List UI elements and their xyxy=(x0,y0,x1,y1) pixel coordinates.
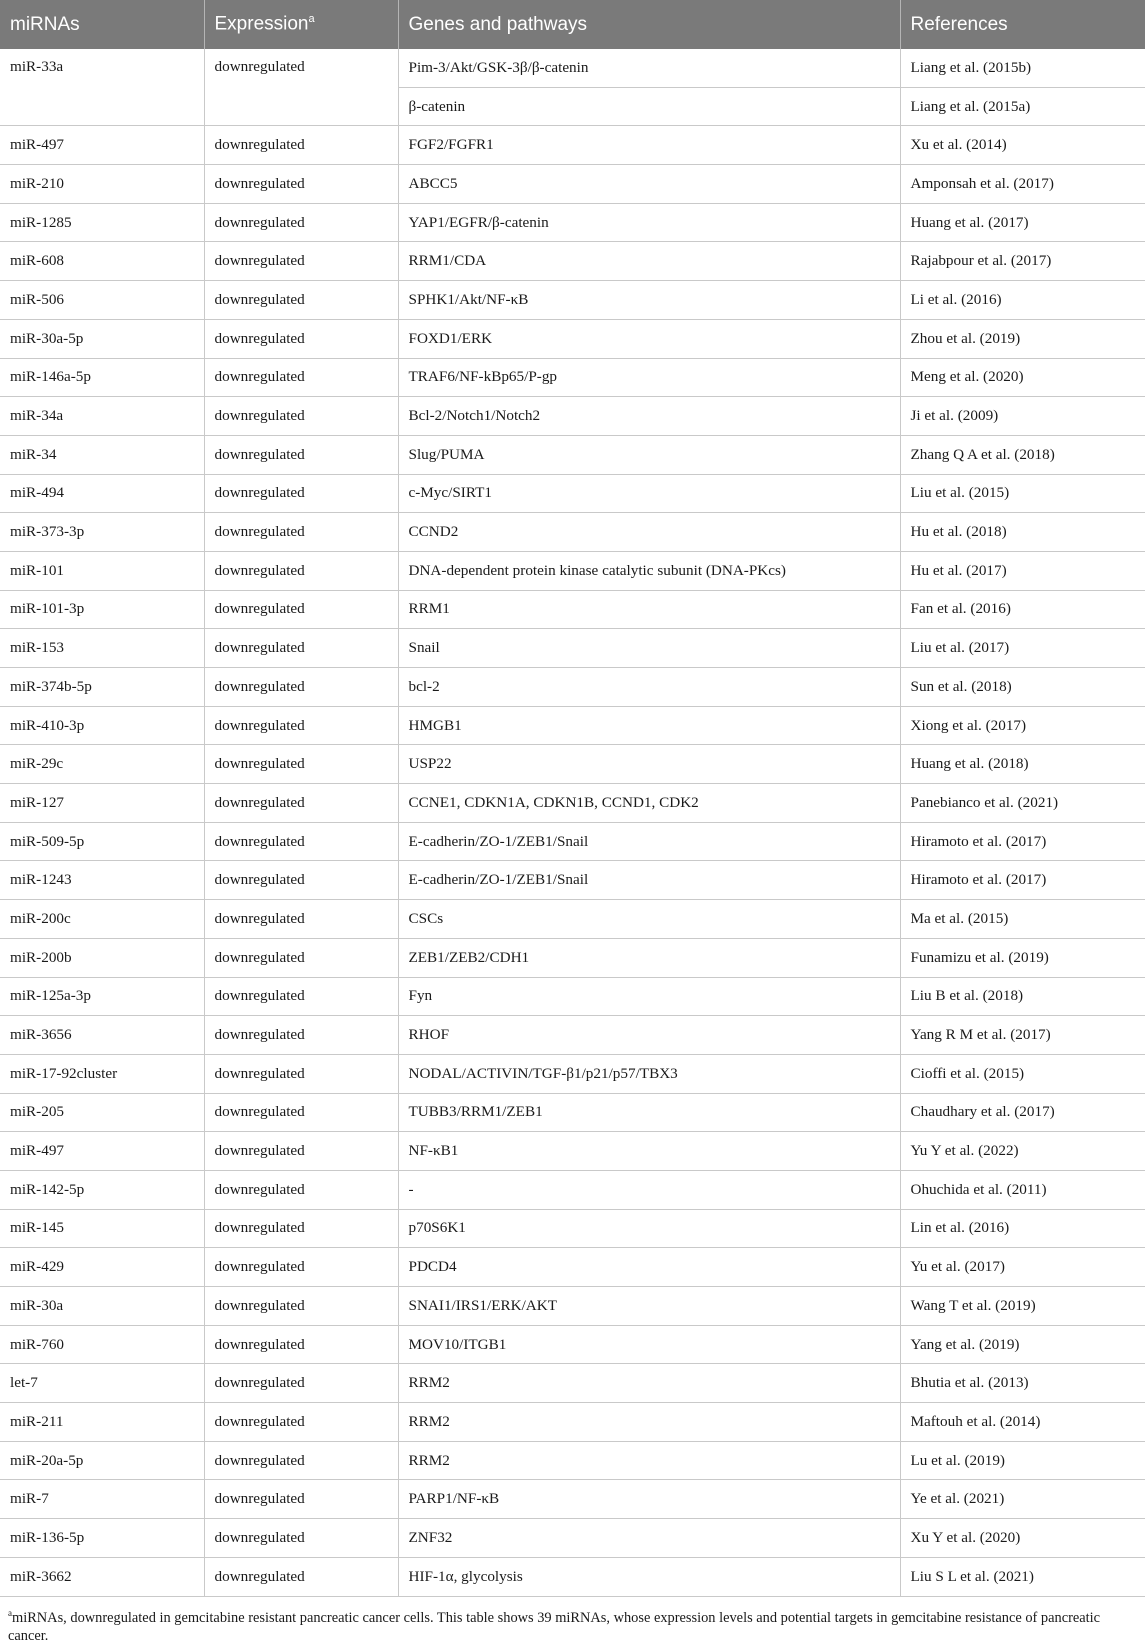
reference-cell: Fan et al. (2016) xyxy=(900,590,1145,629)
mirna-cell: miR-429 xyxy=(0,1248,204,1287)
expression-cell: downregulated xyxy=(204,1132,398,1171)
genes-cell: MOV10/ITGB1 xyxy=(398,1325,900,1364)
mirna-cell: miR-30a xyxy=(0,1287,204,1326)
genes-cell: ABCC5 xyxy=(398,165,900,204)
expression-cell: downregulated xyxy=(204,745,398,784)
mirna-cell: miR-142-5p xyxy=(0,1170,204,1209)
mirna-cell: let-7 xyxy=(0,1364,204,1403)
mirna-cell: miR-34a xyxy=(0,397,204,436)
table-row xyxy=(0,629,1145,668)
expression-cell: downregulated xyxy=(204,49,398,126)
expression-cell: downregulated xyxy=(204,938,398,977)
genes-cell: Pim-3/Akt/GSK-3β/β-catenin xyxy=(398,49,900,87)
reference-cell: Liu et al. (2015) xyxy=(900,474,1145,513)
expression-cell: downregulated xyxy=(204,126,398,165)
expression-cell: downregulated xyxy=(204,1054,398,1093)
genes-cell: ZEB1/ZEB2/CDH1 xyxy=(398,938,900,977)
genes-cell: Slug/PUMA xyxy=(398,435,900,474)
mirna-cell: miR-145 xyxy=(0,1209,204,1248)
table-row xyxy=(0,861,1145,900)
expression-cell: downregulated xyxy=(204,358,398,397)
table-row xyxy=(0,1364,1145,1403)
reference-cell: Ji et al. (2009) xyxy=(900,397,1145,436)
expression-cell: downregulated xyxy=(204,551,398,590)
reference-cell: Liu B et al. (2018) xyxy=(900,977,1145,1016)
mirna-cell: miR-374b-5p xyxy=(0,668,204,707)
mirna-cell: miR-494 xyxy=(0,474,204,513)
expression-cell: downregulated xyxy=(204,706,398,745)
table-row xyxy=(0,319,1145,358)
mirna-cell: miR-30a-5p xyxy=(0,319,204,358)
expression-cell: downregulated xyxy=(204,629,398,668)
expression-cell: downregulated xyxy=(204,1325,398,1364)
mirna-cell: miR-17-92cluster xyxy=(0,1054,204,1093)
header-expression-footnote-marker: a xyxy=(309,13,315,25)
footnote-marker: a xyxy=(8,1608,12,1618)
genes-cell: NF-κB1 xyxy=(398,1132,900,1171)
table-row xyxy=(0,900,1145,939)
mirna-cell: miR-29c xyxy=(0,745,204,784)
genes-cell: Snail xyxy=(398,629,900,668)
mirna-cell: miR-101 xyxy=(0,551,204,590)
genes-cell: RHOF xyxy=(398,1016,900,1055)
expression-cell: downregulated xyxy=(204,1093,398,1132)
expression-cell: downregulated xyxy=(204,1480,398,1519)
table-row xyxy=(0,822,1145,861)
expression-cell: downregulated xyxy=(204,1557,398,1596)
reference-cell: Xu et al. (2014) xyxy=(900,126,1145,165)
expression-cell: downregulated xyxy=(204,1519,398,1558)
table-row xyxy=(0,281,1145,320)
mirna-cell: miR-34 xyxy=(0,435,204,474)
table-row xyxy=(0,1480,1145,1519)
reference-cell: Huang et al. (2018) xyxy=(900,745,1145,784)
reference-cell: Lin et al. (2016) xyxy=(900,1209,1145,1248)
table-row xyxy=(0,1170,1145,1209)
table-row xyxy=(0,938,1145,977)
expression-cell: downregulated xyxy=(204,590,398,629)
genes-cell: E-cadherin/ZO-1/ZEB1/Snail xyxy=(398,861,900,900)
genes-cell: β-catenin xyxy=(398,87,900,126)
table-row xyxy=(0,1325,1145,1364)
genes-cell: USP22 xyxy=(398,745,900,784)
reference-cell: Rajabpour et al. (2017) xyxy=(900,242,1145,281)
reference-cell: Zhang Q A et al. (2018) xyxy=(900,435,1145,474)
reference-cell: Bhutia et al. (2013) xyxy=(900,1364,1145,1403)
mirna-cell: miR-410-3p xyxy=(0,706,204,745)
mirna-cell: miR-211 xyxy=(0,1403,204,1442)
mirna-cell: miR-101-3p xyxy=(0,590,204,629)
reference-cell: Maftouh et al. (2014) xyxy=(900,1403,1145,1442)
expression-cell: downregulated xyxy=(204,861,398,900)
expression-cell: downregulated xyxy=(204,319,398,358)
reference-cell: Xu Y et al. (2020) xyxy=(900,1519,1145,1558)
genes-cell: YAP1/EGFR/β-catenin xyxy=(398,203,900,242)
reference-cell: Sun et al. (2018) xyxy=(900,668,1145,707)
genes-cell: RRM2 xyxy=(398,1441,900,1480)
genes-cell: DNA-dependent protein kinase catalytic subunit (DNA-PKcs) xyxy=(398,551,900,590)
table-row xyxy=(0,1054,1145,1093)
expression-cell: downregulated xyxy=(204,668,398,707)
reference-cell: Hu et al. (2017) xyxy=(900,551,1145,590)
reference-cell: Li et al. (2016) xyxy=(900,281,1145,320)
table-body xyxy=(0,49,1145,1596)
table-row xyxy=(0,706,1145,745)
genes-cell: NODAL/ACTIVIN/TGF-β1/p21/p57/TBX3 xyxy=(398,1054,900,1093)
table-row xyxy=(0,1441,1145,1480)
table-row xyxy=(0,474,1145,513)
expression-cell: downregulated xyxy=(204,822,398,861)
table-row xyxy=(0,1093,1145,1132)
mirna-cell: miR-497 xyxy=(0,1132,204,1171)
header-expression xyxy=(204,0,398,49)
mirna-cell: miR-509-5p xyxy=(0,822,204,861)
genes-cell: c-Myc/SIRT1 xyxy=(398,474,900,513)
table-row xyxy=(0,1132,1145,1171)
table-row xyxy=(0,1557,1145,1596)
expression-cell: downregulated xyxy=(204,1170,398,1209)
expression-cell: downregulated xyxy=(204,1248,398,1287)
table-row xyxy=(0,49,1145,87)
mirna-cell: miR-125a-3p xyxy=(0,977,204,1016)
mirna-cell: miR-210 xyxy=(0,165,204,204)
reference-cell: Meng et al. (2020) xyxy=(900,358,1145,397)
mirna-cell: miR-200c xyxy=(0,900,204,939)
genes-cell: PDCD4 xyxy=(398,1248,900,1287)
header-mirnas: miRNAs xyxy=(0,0,204,49)
table-row xyxy=(0,1248,1145,1287)
mirna-cell: miR-760 xyxy=(0,1325,204,1364)
table-row xyxy=(0,126,1145,165)
table-row xyxy=(0,242,1145,281)
mirna-cell: miR-506 xyxy=(0,281,204,320)
reference-cell: Yu et al. (2017) xyxy=(900,1248,1145,1287)
header-references: References xyxy=(900,0,1145,49)
table-row xyxy=(0,1209,1145,1248)
genes-cell: SPHK1/Akt/NF-κB xyxy=(398,281,900,320)
reference-cell: Ohuchida et al. (2011) xyxy=(900,1170,1145,1209)
genes-cell: ZNF32 xyxy=(398,1519,900,1558)
expression-cell: downregulated xyxy=(204,977,398,1016)
genes-cell: SNAI1/IRS1/ERK/AKT xyxy=(398,1287,900,1326)
table-row xyxy=(0,1519,1145,1558)
reference-cell: Yang R M et al. (2017) xyxy=(900,1016,1145,1055)
genes-cell: FOXD1/ERK xyxy=(398,319,900,358)
expression-cell: downregulated xyxy=(204,1016,398,1055)
genes-cell: RRM2 xyxy=(398,1403,900,1442)
reference-cell: Ma et al. (2015) xyxy=(900,900,1145,939)
footnote-text: miRNAs, downregulated in gemcitabine resistant pancreatic cancer cells. This table shows 39 miRNAs, whose expression levels and potential targets in gemcitabine resistance of pancreatic cancer. xyxy=(8,1609,1100,1644)
genes-cell: FGF2/FGFR1 xyxy=(398,126,900,165)
expression-cell: downregulated xyxy=(204,435,398,474)
mirna-cell: miR-373-3p xyxy=(0,513,204,552)
genes-cell: CCNE1, CDKN1A, CDKN1B, CCND1, CDK2 xyxy=(398,784,900,823)
table-row xyxy=(0,165,1145,204)
mirna-cell: miR-20a-5p xyxy=(0,1441,204,1480)
genes-cell: HMGB1 xyxy=(398,706,900,745)
expression-cell: downregulated xyxy=(204,513,398,552)
mirna-cell: miR-3656 xyxy=(0,1016,204,1055)
genes-cell: - xyxy=(398,1170,900,1209)
genes-cell: PARP1/NF-κB xyxy=(398,1480,900,1519)
reference-cell: Liu S L et al. (2021) xyxy=(900,1557,1145,1596)
reference-cell: Liang et al. (2015a) xyxy=(900,87,1145,126)
table-row xyxy=(0,358,1145,397)
reference-cell: Zhou et al. (2019) xyxy=(900,319,1145,358)
mirna-cell: miR-497 xyxy=(0,126,204,165)
table-row xyxy=(0,203,1145,242)
table-row xyxy=(0,745,1145,784)
reference-cell: Wang T et al. (2019) xyxy=(900,1287,1145,1326)
header-expression-label: Expression xyxy=(215,14,309,35)
genes-cell: RRM1 xyxy=(398,590,900,629)
table-footnote xyxy=(0,1597,1145,1646)
expression-cell: downregulated xyxy=(204,1441,398,1480)
mirna-cell: miR-608 xyxy=(0,242,204,281)
mirna-cell: miR-205 xyxy=(0,1093,204,1132)
expression-cell: downregulated xyxy=(204,1287,398,1326)
reference-cell: Huang et al. (2017) xyxy=(900,203,1145,242)
reference-cell: Funamizu et al. (2019) xyxy=(900,938,1145,977)
mirna-cell: miR-1285 xyxy=(0,203,204,242)
mirna-cell: miR-7 xyxy=(0,1480,204,1519)
expression-cell: downregulated xyxy=(204,1364,398,1403)
mirna-cell: miR-200b xyxy=(0,938,204,977)
genes-cell: RRM1/CDA xyxy=(398,242,900,281)
mirna-cell: miR-136-5p xyxy=(0,1519,204,1558)
mirna-cell: miR-127 xyxy=(0,784,204,823)
header-row xyxy=(0,0,1145,49)
expression-cell: downregulated xyxy=(204,242,398,281)
reference-cell: Xiong et al. (2017) xyxy=(900,706,1145,745)
table-row xyxy=(0,1403,1145,1442)
table-row xyxy=(0,668,1145,707)
reference-cell: Hiramoto et al. (2017) xyxy=(900,861,1145,900)
reference-cell: Yu Y et al. (2022) xyxy=(900,1132,1145,1171)
expression-cell: downregulated xyxy=(204,1403,398,1442)
genes-cell: TRAF6/NF-kBp65/P-gp xyxy=(398,358,900,397)
mirna-cell: miR-153 xyxy=(0,629,204,668)
reference-cell: Liang et al. (2015b) xyxy=(900,49,1145,87)
genes-cell: p70S6K1 xyxy=(398,1209,900,1248)
genes-cell: CSCs xyxy=(398,900,900,939)
expression-cell: downregulated xyxy=(204,165,398,204)
reference-cell: Panebianco et al. (2021) xyxy=(900,784,1145,823)
reference-cell: Ye et al. (2021) xyxy=(900,1480,1145,1519)
table-row xyxy=(0,1016,1145,1055)
table-row xyxy=(0,397,1145,436)
table-row xyxy=(0,1287,1145,1326)
reference-cell: Amponsah et al. (2017) xyxy=(900,165,1145,204)
reference-cell: Cioffi et al. (2015) xyxy=(900,1054,1145,1093)
reference-cell: Hu et al. (2018) xyxy=(900,513,1145,552)
mirna-cell: miR-1243 xyxy=(0,861,204,900)
mirna-cell: miR-3662 xyxy=(0,1557,204,1596)
reference-cell: Lu et al. (2019) xyxy=(900,1441,1145,1480)
expression-cell: downregulated xyxy=(204,203,398,242)
expression-cell: downregulated xyxy=(204,784,398,823)
table-row xyxy=(0,551,1145,590)
table-row xyxy=(0,590,1145,629)
expression-cell: downregulated xyxy=(204,1209,398,1248)
genes-cell: TUBB3/RRM1/ZEB1 xyxy=(398,1093,900,1132)
genes-cell: HIF-1α, glycolysis xyxy=(398,1557,900,1596)
table-header xyxy=(0,0,1145,49)
genes-cell: Fyn xyxy=(398,977,900,1016)
table-row xyxy=(0,435,1145,474)
table-row xyxy=(0,513,1145,552)
reference-cell: Hiramoto et al. (2017) xyxy=(900,822,1145,861)
header-genes-pathways: Genes and pathways xyxy=(398,0,900,49)
table-row xyxy=(0,977,1145,1016)
reference-cell: Yang et al. (2019) xyxy=(900,1325,1145,1364)
genes-cell: Bcl-2/Notch1/Notch2 xyxy=(398,397,900,436)
expression-cell: downregulated xyxy=(204,900,398,939)
genes-cell: bcl-2 xyxy=(398,668,900,707)
table-row xyxy=(0,784,1145,823)
mirna-cell: miR-146a-5p xyxy=(0,358,204,397)
genes-cell: RRM2 xyxy=(398,1364,900,1403)
expression-cell: downregulated xyxy=(204,281,398,320)
mirna-cell: miR-33a xyxy=(0,49,204,126)
expression-cell: downregulated xyxy=(204,474,398,513)
genes-cell: E-cadherin/ZO-1/ZEB1/Snail xyxy=(398,822,900,861)
genes-cell: CCND2 xyxy=(398,513,900,552)
reference-cell: Chaudhary et al. (2017) xyxy=(900,1093,1145,1132)
reference-cell: Liu et al. (2017) xyxy=(900,629,1145,668)
expression-cell: downregulated xyxy=(204,397,398,436)
